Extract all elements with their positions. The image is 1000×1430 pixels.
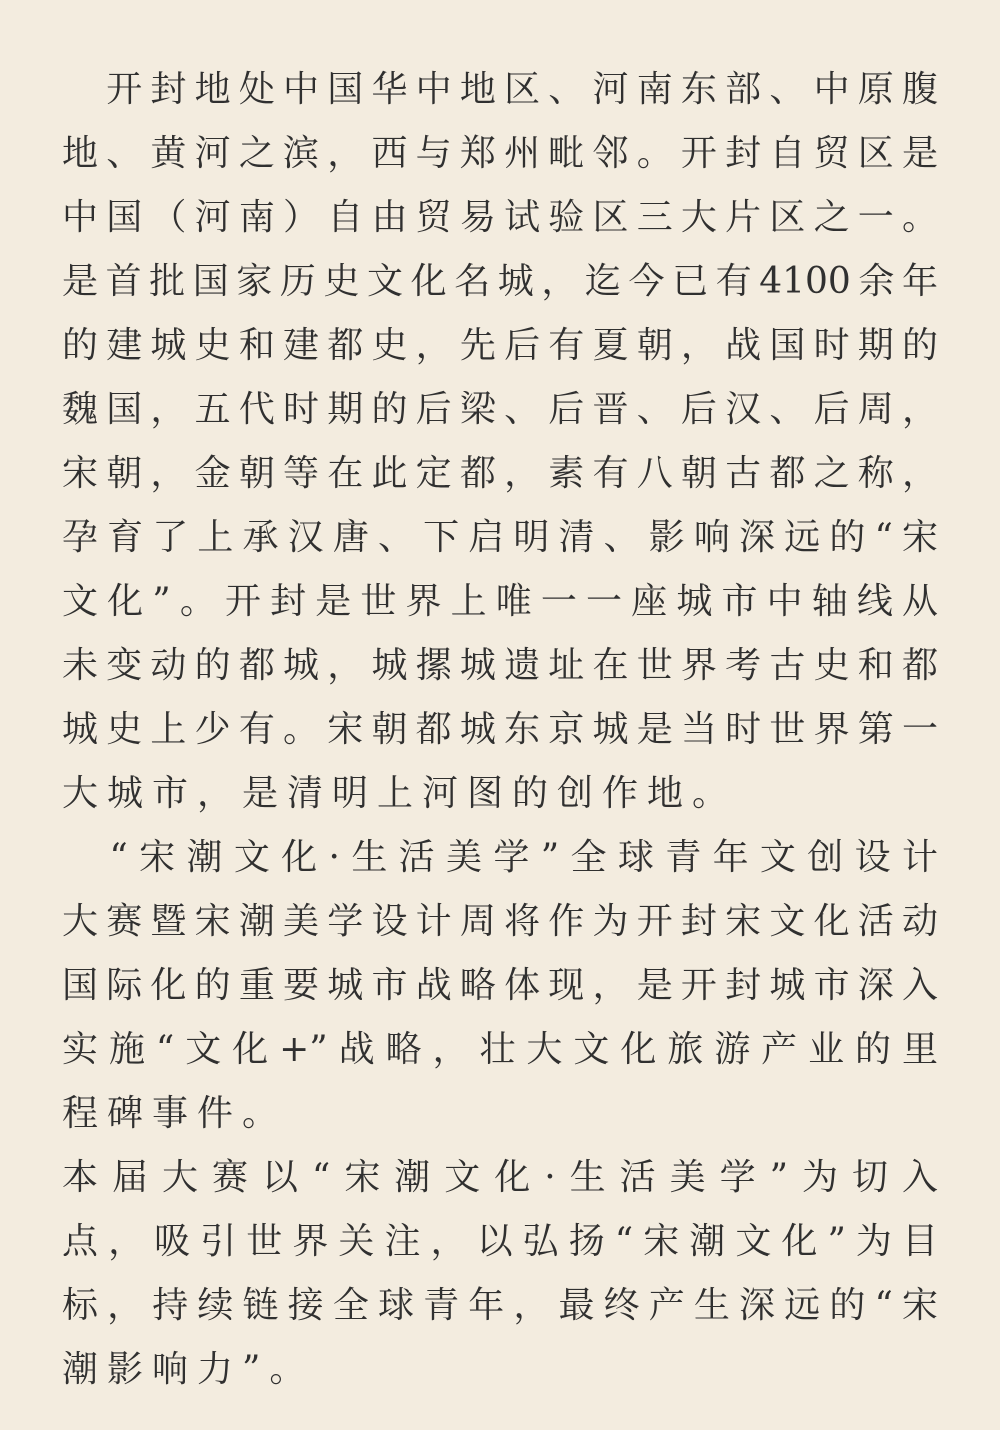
text-line: 开封地处中国华中地区、河南东部、中原腹 — [62, 69, 938, 110]
text-line: 国际化的重要城市战略体现，是开封城市深入 — [62, 965, 938, 1006]
text-line: 孕育了上承汉唐、下启明清、影响深远的“宋 — [62, 517, 938, 558]
paragraph-2 — [62, 826, 938, 1146]
text-line: 中国（河南）自由贸易试验区三大片区之一。 — [62, 197, 938, 238]
text-line: “宋潮文化·生活美学”全球青年文创设计 — [62, 837, 938, 878]
text-line: 程碑事件。 — [62, 1093, 288, 1134]
text-line: 标，持续链接全球青年，最终产生深远的“宋 — [62, 1285, 938, 1326]
text-line: 魏国，五代时期的后梁、后晋、后汉、后周， — [62, 389, 938, 430]
text-line: 文化”。开封是世界上唯一一座城市中轴线从 — [62, 581, 938, 622]
paragraph-1 — [62, 58, 938, 826]
text-line: 宋朝，金朝等在此定都，素有八朝古都之称， — [62, 453, 938, 494]
text-line: 的建城史和建都史，先后有夏朝，战国时期的 — [62, 325, 938, 366]
text-line: 本届大赛以“宋潮文化·生活美学”为切入 — [62, 1157, 938, 1198]
text-line: 大赛暨宋潮美学设计周将作为开封宋文化活动 — [62, 901, 938, 942]
text-line: 未变动的都城，城摞城遗址在世界考古史和都 — [62, 645, 938, 686]
text-line: 城史上少有。宋朝都城东京城是当时世界第一 — [62, 709, 938, 750]
text-line: 实施“文化+”战略，壮大文化旅游产业的里 — [62, 1029, 938, 1070]
text-line: 地、黄河之滨，西与郑州毗邻。开封自贸区是 — [62, 133, 938, 174]
text-line: 是首批国家历史文化名城，迄今已有4100余年 — [62, 261, 938, 302]
text-line: 点，吸引世界关注，以弘扬“宋潮文化”为目 — [62, 1221, 938, 1262]
text-line: 潮影响力”。 — [62, 1349, 315, 1390]
paragraph-3 — [62, 1146, 938, 1402]
text-line: 大城市，是清明上河图的创作地。 — [62, 773, 738, 814]
